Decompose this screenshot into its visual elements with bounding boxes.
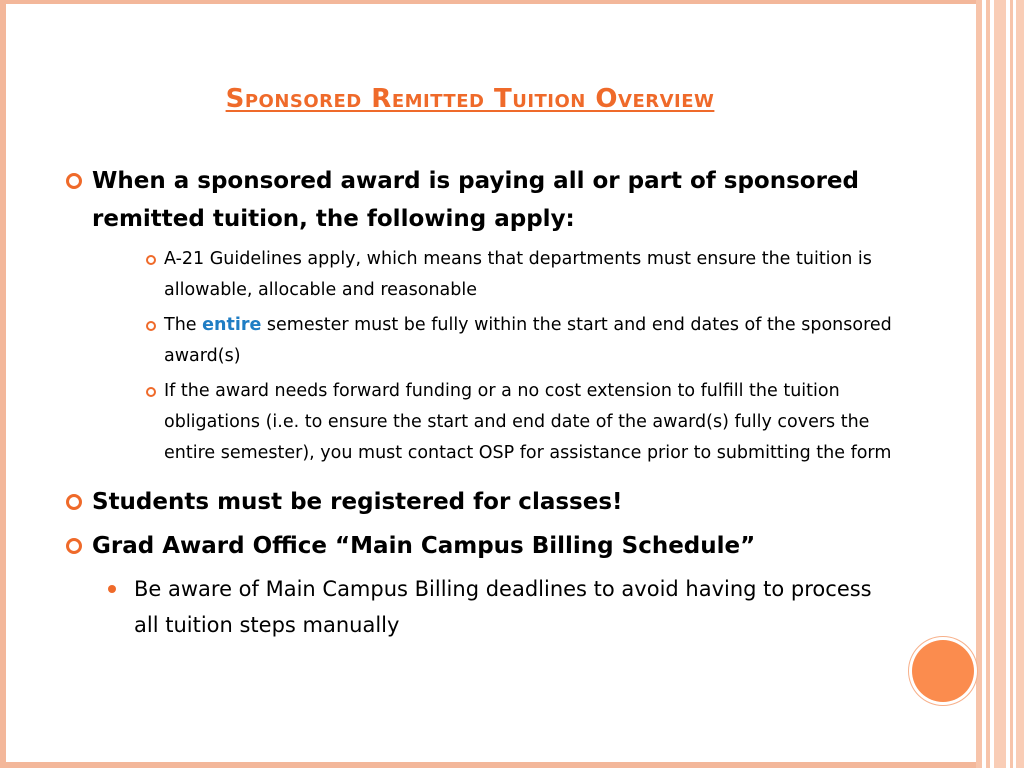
ring-bullet-icon [66, 173, 82, 189]
ring-bullet-icon [66, 538, 82, 554]
sub-bullet-text: If the award needs forward funding or a no cost extension to fulfill the tuition obligations (i.e. to ensure the start and end date of the award(s) fully covers the entire semester), you must contact OSP for assistance prior to submitting the form [164, 381, 892, 463]
highlight-word: entire [202, 315, 262, 335]
sub-bullet-a21 [142, 244, 900, 306]
small-ring-bullet-icon [146, 321, 156, 331]
dot-bullet-icon [108, 585, 116, 593]
small-ring-bullet-icon [146, 387, 156, 397]
sub-bullet-text: A-21 Guidelines apply, which means that departments must ensure the tuition is allowable, allocable and reasonable [164, 249, 872, 300]
slide-title: Sponsored Remitted Tuition Overview [225, 84, 715, 114]
bullet-text: When a sponsored award is paying all or part of sponsored remitted tuition, the following apply: [92, 168, 859, 232]
ring-bullet-icon [66, 494, 82, 510]
small-ring-bullet-icon [146, 255, 156, 265]
sub-bullet-text: Be aware of Main Campus Billing deadlines to avoid having to process all tuition steps manually [134, 577, 872, 637]
sub-bullet-forward-funding [142, 376, 900, 469]
bullet-grad-award-office [60, 527, 900, 565]
sub-bullet-list [142, 244, 900, 469]
sub-bullet-text-before: The [164, 315, 203, 335]
decorative-stripes [976, 0, 1024, 768]
decorative-circle [912, 640, 974, 702]
sub-bullet-entire-semester [142, 310, 900, 372]
bullet-text: Grad Award Office “Main Campus Billing Schedule” [92, 533, 756, 559]
bullet-students-registered [60, 483, 900, 521]
bullet-award-paying [60, 162, 900, 238]
sub-bullet-list [102, 571, 900, 643]
sub-bullet-text-after: semester must be fully within the start and end dates of the sponsored award(s) [164, 315, 892, 366]
slide-content [60, 162, 900, 643]
frame-bottom-border [0, 762, 980, 768]
frame-top-border [0, 0, 980, 4]
bullet-text: Students must be registered for classes! [92, 489, 623, 515]
sub-bullet-billing-deadlines [102, 571, 900, 643]
frame-left-border [0, 0, 6, 768]
